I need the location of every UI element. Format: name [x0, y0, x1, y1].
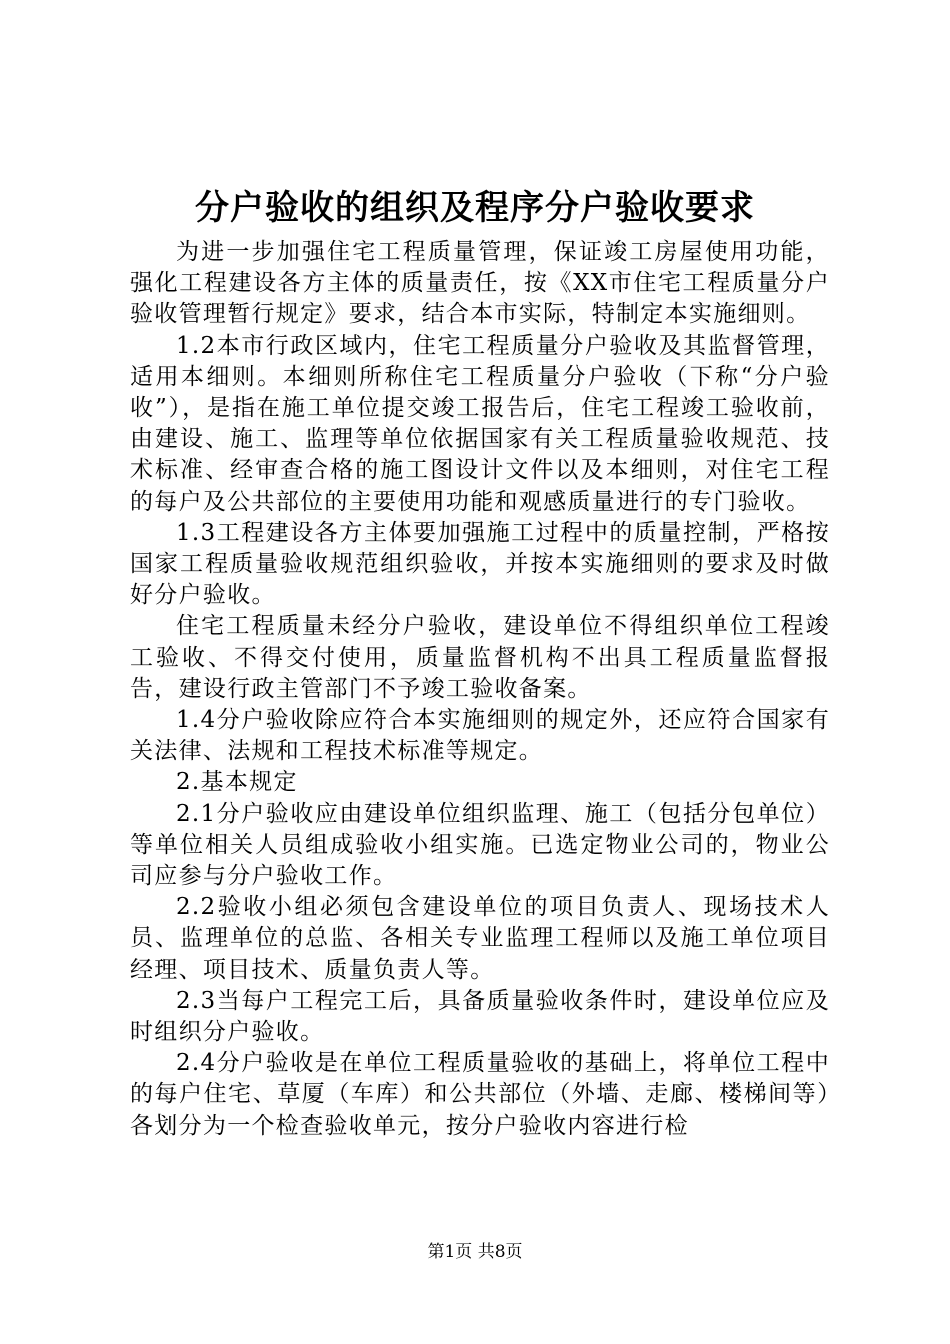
- document-title: 分户验收的组织及程序分户验收要求: [195, 188, 755, 228]
- paragraph-2-1: 2.1分户验收应由建设单位组织监理、施工（包括分包单位）等单位相关人员组成验收小组实施。已选定物业公司的，物业公司应参与分户验收工作。: [130, 800, 830, 890]
- paragraph-2-2: 2.2验收小组必须包含建设单位的项目负责人、现场技术人员、监理单位的总监、各相关专业监理工程师以及施工单位项目经理、项目技术、质量负责人等。: [130, 894, 830, 983]
- paragraph-1-3: 1.3工程建设各方主体要加强施工过程中的质量控制，严格按国家工程质量验收规范组织验收，并按本实施细则的要求及时做好分户验收。: [130, 519, 830, 609]
- paragraph-1-2: 1.2本市行政区域内，住宅工程质量分户验收及其监督管理，适用本细则。本细则所称住宅工程质量分户验收（下称“分户验收”），是指在施工单位提交竣工报告后，住宅工程竣工验收前，由建设、施工、监理等单位依据国家有关工程质量验收规范、技术标准、经审查合格的施工图设计文件以及本细则，对住宅工程的每户及公共部位的主要使用功能和观感质量进行的专门验收。: [130, 332, 830, 515]
- document-body: [130, 237, 830, 1142]
- paragraph-1-4: 1.4分户验收除应符合本实施细则的规定外，还应符合国家有关法律、法规和工程技术标准等规定。: [130, 707, 830, 765]
- section-heading-basic-rules: 2.基本规定: [176, 769, 298, 796]
- paragraph-2-4: 2.4分户验收是在单位工程质量验收的基础上，将单位工程中的每户住宅、草厦（车库）和公共部位（外墙、走廊、楼梯间等）各划分为一个检查验收单元，按分户验收内容进行检: [130, 1050, 830, 1139]
- paragraph-2-3: 2.3当每户工程完工后，具备质量验收条件时，建设单位应及时组织分户验收。: [130, 987, 830, 1046]
- page-footer: 第1页 共8页: [427, 1242, 523, 1262]
- paragraph-acceptance-requirement: 住宅工程质量未经分户验收，建设单位不得组织单位工程竣工验收、不得交付使用，质量监督机构不出具工程质量监督报告，建设行政主管部门不予竣工验收备案。: [130, 613, 830, 702]
- paragraph-intro: 为进一步加强住宅工程质量管理，保证竣工房屋使用功能，强化工程建设各方主体的质量责任，按《XX市住宅工程质量分户验收管理暂行规定》要求，结合本市实际，特制定本实施细则。: [130, 239, 830, 328]
